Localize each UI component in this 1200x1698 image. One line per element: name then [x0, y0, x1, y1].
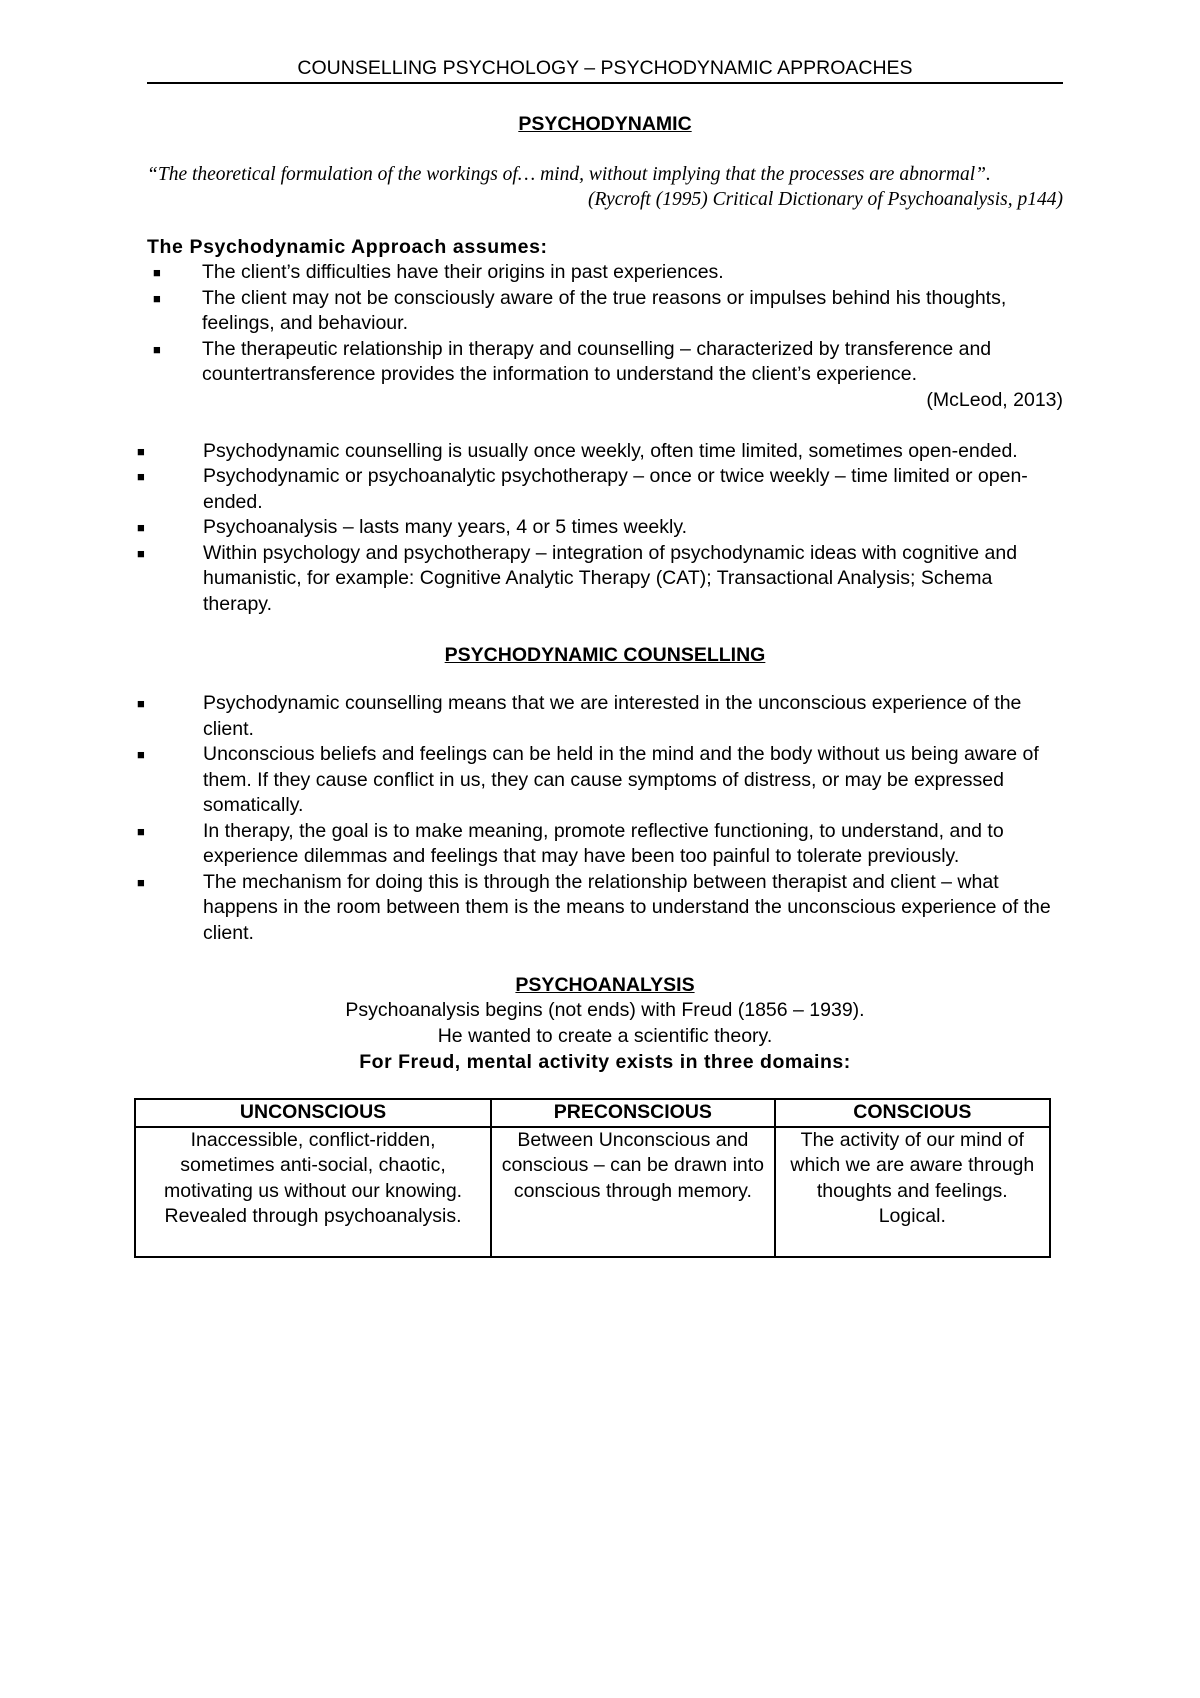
bullet-icon: ■: [153, 265, 161, 280]
header-conscious: CONSCIOUS: [775, 1099, 1050, 1127]
bullet-icon: ■: [137, 696, 145, 711]
definition-quote: “The theoretical formulation of the workings of… mind, without implying that the processes are abnormal”.: [147, 164, 991, 185]
bullet-icon: ■: [153, 341, 161, 357]
approach-points-list: [137, 439, 1063, 618]
list-item: ■ Unconscious beliefs and feelings can be held in the mind and the body without us being aware of them. If they cause conflict in us, they can cause symptoms of distress, or may be expressed somatically.: [137, 743, 1039, 816]
citation: (McLeod, 2013): [926, 388, 1063, 411]
list-item: ■ The therapeutic relationship in therapy and counselling – characterized by transference and countertransference provides the information to understand the client’s experience.: [153, 337, 992, 385]
list-item: ■ Psychodynamic counselling means that we are interested in the unconscious experience of the client.: [137, 692, 1022, 740]
section-title-psychodynamic: PSYCHODYNAMIC: [518, 113, 692, 135]
table-header-row: [135, 1099, 1050, 1127]
list-item: ■ Psychodynamic or psychoanalytic psychotherapy – once or twice weekly – time limited or open-ended.: [137, 465, 1028, 513]
cell-preconscious: Between Unconscious and conscious – can be drawn into conscious through memory.: [491, 1127, 775, 1257]
header-unconscious: UNCONSCIOUS: [135, 1099, 491, 1127]
cell-unconscious: Inaccessible, conflict-ridden, sometimes anti-social, chaotic, motivating us without our knowing. Revealed through psychoanalysis.: [135, 1127, 491, 1257]
bullet-icon: ■: [137, 823, 145, 839]
bullet-icon: ■: [137, 747, 145, 762]
bullet-icon: ■: [137, 469, 145, 484]
list-item: ■ The mechanism for doing this is through the relationship between therapist and client – what happens in the room between them is the means to understand the unconscious experience of the client.: [137, 870, 1051, 944]
header-preconscious: PRECONSCIOUS: [491, 1099, 775, 1127]
quote-source: (Rycroft (1995) Critical Dictionary of Psychoanalysis, p144): [588, 189, 1063, 210]
domains-heading: For Freud, mental activity exists in three domains:: [359, 1051, 851, 1073]
bullet-icon: ■: [137, 545, 145, 561]
document-page: [137, 56, 1063, 1258]
assumes-list: [147, 260, 1063, 388]
list-item: ■ Psychoanalysis – lasts many years, 4 or 5 times weekly.: [137, 515, 1063, 541]
domains-table: [134, 1098, 1051, 1258]
bullet-icon: ■: [137, 520, 145, 535]
section-title-counselling: PSYCHODYNAMIC COUNSELLING: [444, 644, 766, 666]
page-header: COUNSELLING PSYCHOLOGY – PSYCHODYNAMIC APPROACHES: [147, 56, 1063, 84]
assumes-heading: The Psychodynamic Approach assumes:: [147, 236, 548, 258]
section-title-psychoanalysis: PSYCHOANALYSIS: [515, 974, 695, 996]
freud-line: Psychoanalysis begins (not ends) with Freud (1856 – 1939).: [345, 999, 865, 1021]
scientific-theory-line: He wanted to create a scientific theory.: [437, 1025, 773, 1047]
list-item: ■ In therapy, the goal is to make meaning, promote reflective functioning, to understand, and to experience dilemmas and feelings that may have been too painful to tolerate previously.: [137, 819, 1004, 867]
list-item: ■ The client’s difficulties have their origins in past experiences.: [147, 260, 1063, 286]
cell-conscious: The activity of our mind of which we are aware through thoughts and feelings. Logical.: [775, 1127, 1050, 1257]
bullet-icon: ■: [137, 443, 145, 459]
list-item: ■ Psychodynamic counselling is usually once weekly, often time limited, sometimes open-ended.: [137, 439, 1063, 465]
counselling-points-list: [137, 691, 1063, 946]
table-row: [135, 1127, 1050, 1257]
bullet-icon: ■: [137, 874, 145, 890]
list-item: ■ The client may not be consciously aware of the true reasons or impulses behind his thoughts, feelings, and behaviour.: [153, 286, 1007, 334]
bullet-icon: ■: [153, 290, 161, 306]
list-item: ■ Within psychology and psychotherapy – integration of psychodynamic ideas with cognitive and humanistic, for example: Cognitive Analytic Therapy (CAT); Transactional Analysis; Schema therapy.: [137, 541, 1018, 615]
